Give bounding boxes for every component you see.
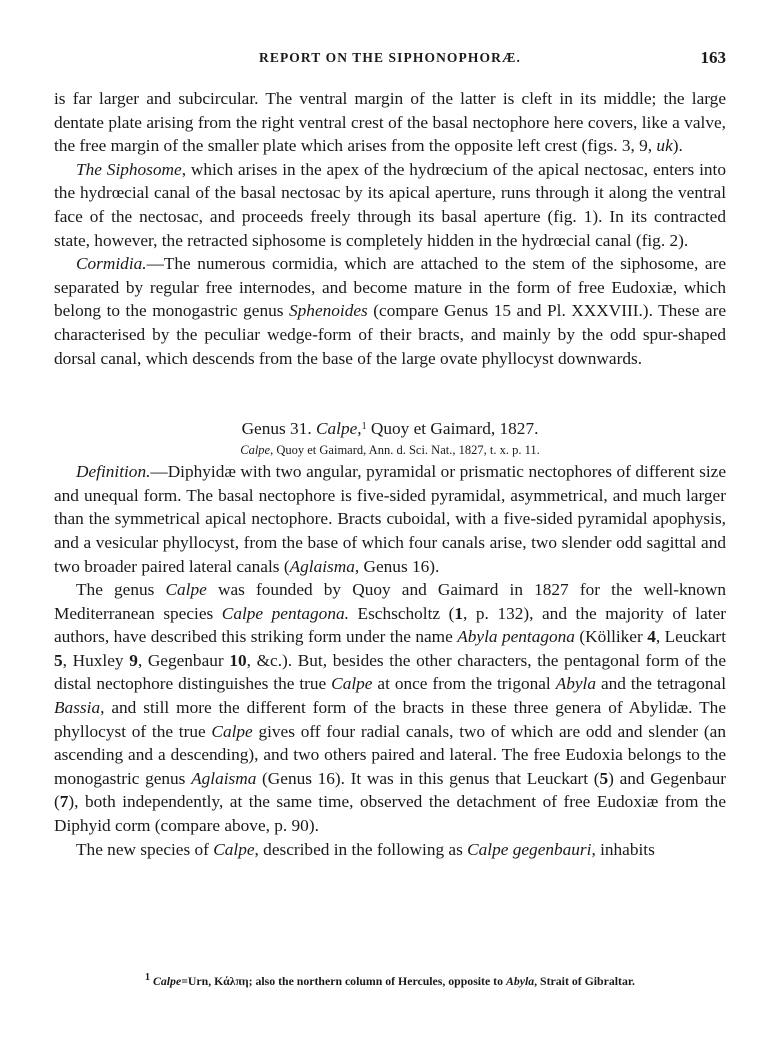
- paragraph-definition: Definition.—Diphyidæ with two angular, pyramidal or prismatic nectophores of different size and unequal form. The basal nectophore is five-sided pyramidal, asymmetrical, and much larger than the symmetrical apical nectophore. Bracts cuboidal, with a five-sided pyramidal apophysis, and a vesicular phyllocyst, from the base of which four canals arise, two slender odd sagittal and two broader paired lateral canals (Aglaisma, Genus 16).: [54, 462, 726, 576]
- paragraph-siphosome: The Siphosome, which arises in the apex of the hydrœcium of the apical nectosac, enters into the hydrœcial canal of the basal nectosac by its apical aperture, runs through it along the ventral face of the nectosac, and proceeds freely through its basal aperture (fig. 1). In its contracted state, however, the retracted siphosome is completely hidden in the hydrœcial canal (fig. 2).: [54, 159, 726, 250]
- paragraph-genus-history: The genus Calpe was founded by Quoy and Gaimard in 1827 for the well-known Mediterranean species Calpe pentagona. Eschscholtz (1, p. 132), and the majority of later authors, have described this striking form under the name Abyla pentagona (Kölliker 4, Leuckart 5, Huxley 9, Gegenbaur 10, &c.). But, besides the other characters, the pentagonal form of the distal nectophore distinguishes the true Calpe at once from the trigonal Abyla and the tetragonal Bassia, and still more the different form of the bracts in these three genera of Abylidæ. The phyllocyst of the true Calpe gives off four radial canals, two of which are odd and slender (an ascending and a descending), and two others paired and lateral. The free Eudoxia belongs to the monogastric genus Aglaisma (Genus 16). It was in this genus that Leuckart (5) and Gegenbaur (7), both independently, at the same time, observed the detachment of free Eudoxiæ from the Diphyid corm (compare above, p. 90).: [54, 580, 727, 836]
- genus-heading: Genus 31. Calpe,$^1$ Quoy et Gaimard, 1827.: [241, 419, 539, 439]
- paragraph-new-species: The new species of Calpe, described in the following as Calpe gegenbauri, inhabits: [76, 839, 655, 859]
- running-head-title: REPORT ON THE SIPHONOPHORÆ.: [258, 50, 521, 65]
- section-spacer: [54, 370, 726, 418]
- page-number: 163: [700, 48, 726, 67]
- paragraph-continuation: is far larger and subcircular. The ventral margin of the latter is cleft in its middle; the large dentate plate arising from the right ventral crest of the basal nectophore here covers, like a valve, the free margin of the smaller plate which arises from the opposite left crest (figs. 3, 9, uk).: [54, 89, 726, 156]
- genus-reference: Calpe, Quoy et Gaimard, Ann. d. Sci. Nat., 1827, t. x. p. 11.: [240, 443, 540, 458]
- running-head: [54, 50, 726, 70]
- body-text: [54, 87, 726, 861]
- footnote: $^1$ Calpe=Urn, Κάλπη; also the northern column of Hercules, opposite to Abyla, Strait of Gibraltar.: [145, 972, 635, 988]
- paragraph-cormidia: Cormidia.—The numerous cormidia, which are attached to the stem of the siphosome, are separated by regular free internodes, and become mature in the form of free Eudoxiæ, which belong to the monogastric genus Sphenoides (compare Genus 15 and Pl. XXXVIII.). These are characterised by the peculiar wedge-form of their bracts, and mainly by the odd spur-shaped dorsal canal, which descends from the base of the large ovate phyllocyst downwards.: [54, 254, 726, 368]
